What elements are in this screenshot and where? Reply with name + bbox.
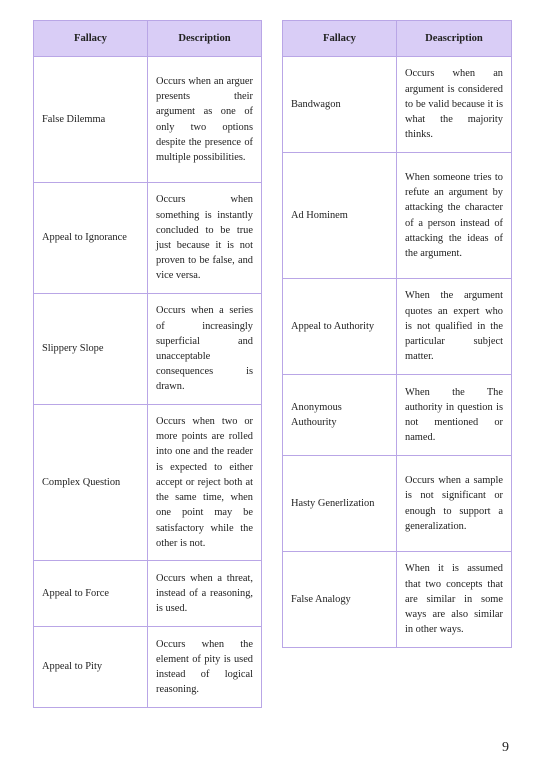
fallacy-name: Bandwagon	[283, 57, 397, 153]
fallacy-name: Appeal to Ignorance	[34, 183, 148, 294]
fallacy-name: Complex Question	[34, 405, 148, 561]
fallacy-name: Slippery Slope	[34, 294, 148, 405]
fallacy-description: Occurs when something is instantly concluded to be true just because it is not proven to be false, and vice versa.	[148, 183, 262, 294]
table-row	[283, 552, 512, 648]
fallacy-table-right	[282, 20, 512, 648]
fallacy-description: Occurs when the element of pity is used instead of logical reasoning.	[148, 627, 262, 708]
fallacy-description: Occurs when a series of increasingly superficial and unacceptable consequences is drawn.	[148, 294, 262, 405]
table-row	[283, 153, 512, 279]
fallacy-name: Hasty Generlization	[283, 456, 397, 552]
fallacy-description: When the argument quotes an expert who is not qualified in the particular subject matter.	[397, 279, 512, 375]
fallacy-name: False Analogy	[283, 552, 397, 648]
fallacy-name: False Dilemma	[34, 57, 148, 183]
column-header-fallacy: Fallacy	[283, 21, 397, 57]
fallacy-description: Occurs when an arguer presents their argument as one of only two options despite the presence of multiple possibilities.	[148, 57, 262, 183]
column-header-fallacy: Fallacy	[34, 21, 148, 57]
column-header-description: Deascription	[397, 21, 512, 57]
fallacy-name: Anonymous Authourity	[283, 375, 397, 456]
fallacy-name: Ad Hominem	[283, 153, 397, 279]
table-row	[34, 627, 262, 708]
fallacy-description: Occurs when a sample is not significant or enough to support a generalization.	[397, 456, 512, 552]
fallacy-table-left	[33, 20, 262, 708]
fallacy-description: When someone tries to refute an argument by attacking the character of a person instead of attacking the ideas of the argument.	[397, 153, 512, 279]
table-row	[34, 405, 262, 561]
fallacy-name: Appeal to Authority	[283, 279, 397, 375]
table-row	[283, 57, 512, 153]
table-row	[34, 561, 262, 627]
table-row	[34, 183, 262, 294]
fallacy-description: When it is assumed that two concepts that are similar in some ways are also similar in other ways.	[397, 552, 512, 648]
fallacy-description: Occurs when an argument is considered to be valid because it is what the majority thinks.	[397, 57, 512, 153]
fallacy-name: Appeal to Pity	[34, 627, 148, 708]
table-row	[34, 57, 262, 183]
table-row	[283, 375, 512, 456]
column-header-description: Description	[148, 21, 262, 57]
fallacy-description: Occurs when two or more points are rolled into one and the reader is expected to either accept or reject both at the same time, when one point may be satisfactory while the other is not.	[148, 405, 262, 561]
fallacy-description: Occurs when a threat, instead of a reasoning, is used.	[148, 561, 262, 627]
table-header-row	[283, 21, 512, 57]
fallacy-description: When the The authority in question is not mentioned or named.	[397, 375, 512, 456]
table-row	[34, 294, 262, 405]
page-number: 9	[502, 740, 509, 755]
table-row	[283, 456, 512, 552]
table-header-row	[34, 21, 262, 57]
fallacy-name: Appeal to Force	[34, 561, 148, 627]
table-row	[283, 279, 512, 375]
